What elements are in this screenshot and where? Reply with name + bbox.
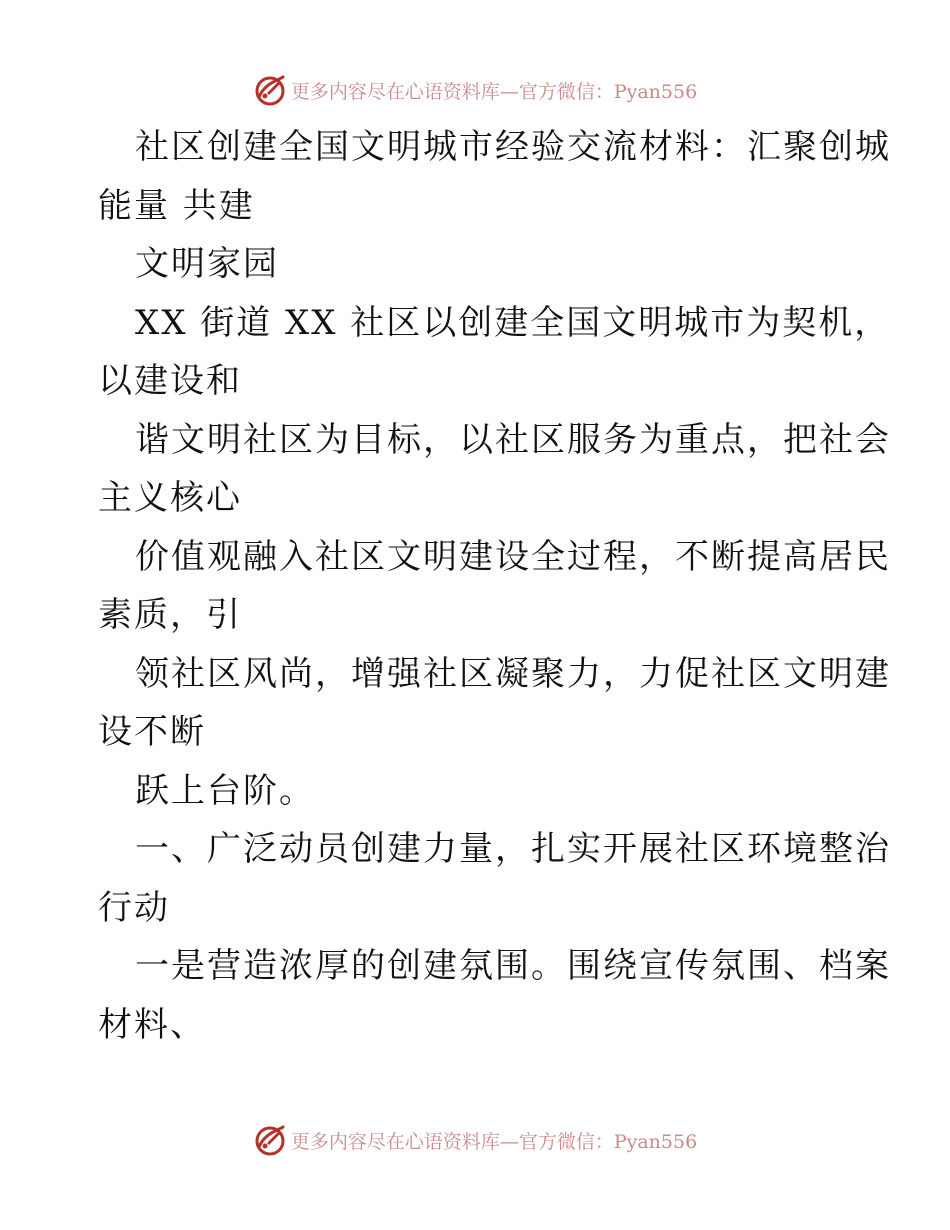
pen-swirl-logo-icon	[253, 1123, 287, 1157]
footer-banner	[0, 1120, 950, 1160]
document-line: 价值观融入社区文明建设全过程，不断提高居民	[135, 536, 891, 577]
document-line: 跃上台阶。	[135, 770, 315, 811]
document-line: XX 街道 XX 社区以创建全国文明城市为契机，	[135, 302, 891, 343]
document-line: 谐文明社区为目标，以社区服务为重点，把社会	[135, 419, 891, 460]
document-line: 素质，引	[98, 595, 242, 635]
document-line: 设不断	[98, 712, 206, 752]
document-line: 一、广泛动员创建力量，扎实开展社区环境整治	[135, 829, 891, 869]
footer-brand-text: 更多内容尽在心语资料库—官方微信：Pyan556	[290, 1130, 698, 1153]
document-line: 领社区风尚，增强社区凝聚力，力促社区文明建	[135, 653, 891, 694]
pen-swirl-logo-icon	[253, 73, 287, 107]
document-line: 能量 共建	[98, 185, 255, 226]
document-line: 材料、	[98, 1004, 206, 1045]
document-line: 社区创建全国文明城市经验交流材料：汇聚创城	[135, 127, 891, 167]
document-line: 行动	[98, 887, 170, 928]
document-line: 文明家园	[135, 244, 279, 284]
document-line: 一是营造浓厚的创建氛围。围绕宣传氛围、档案	[135, 946, 891, 986]
header-brand-text: 更多内容尽在心语资料库—官方微信：Pyan556	[290, 80, 698, 103]
header-banner	[0, 70, 950, 110]
document-line: 以建设和	[98, 361, 242, 401]
document-body	[98, 118, 891, 1054]
document-line: 主义核心	[98, 478, 242, 518]
